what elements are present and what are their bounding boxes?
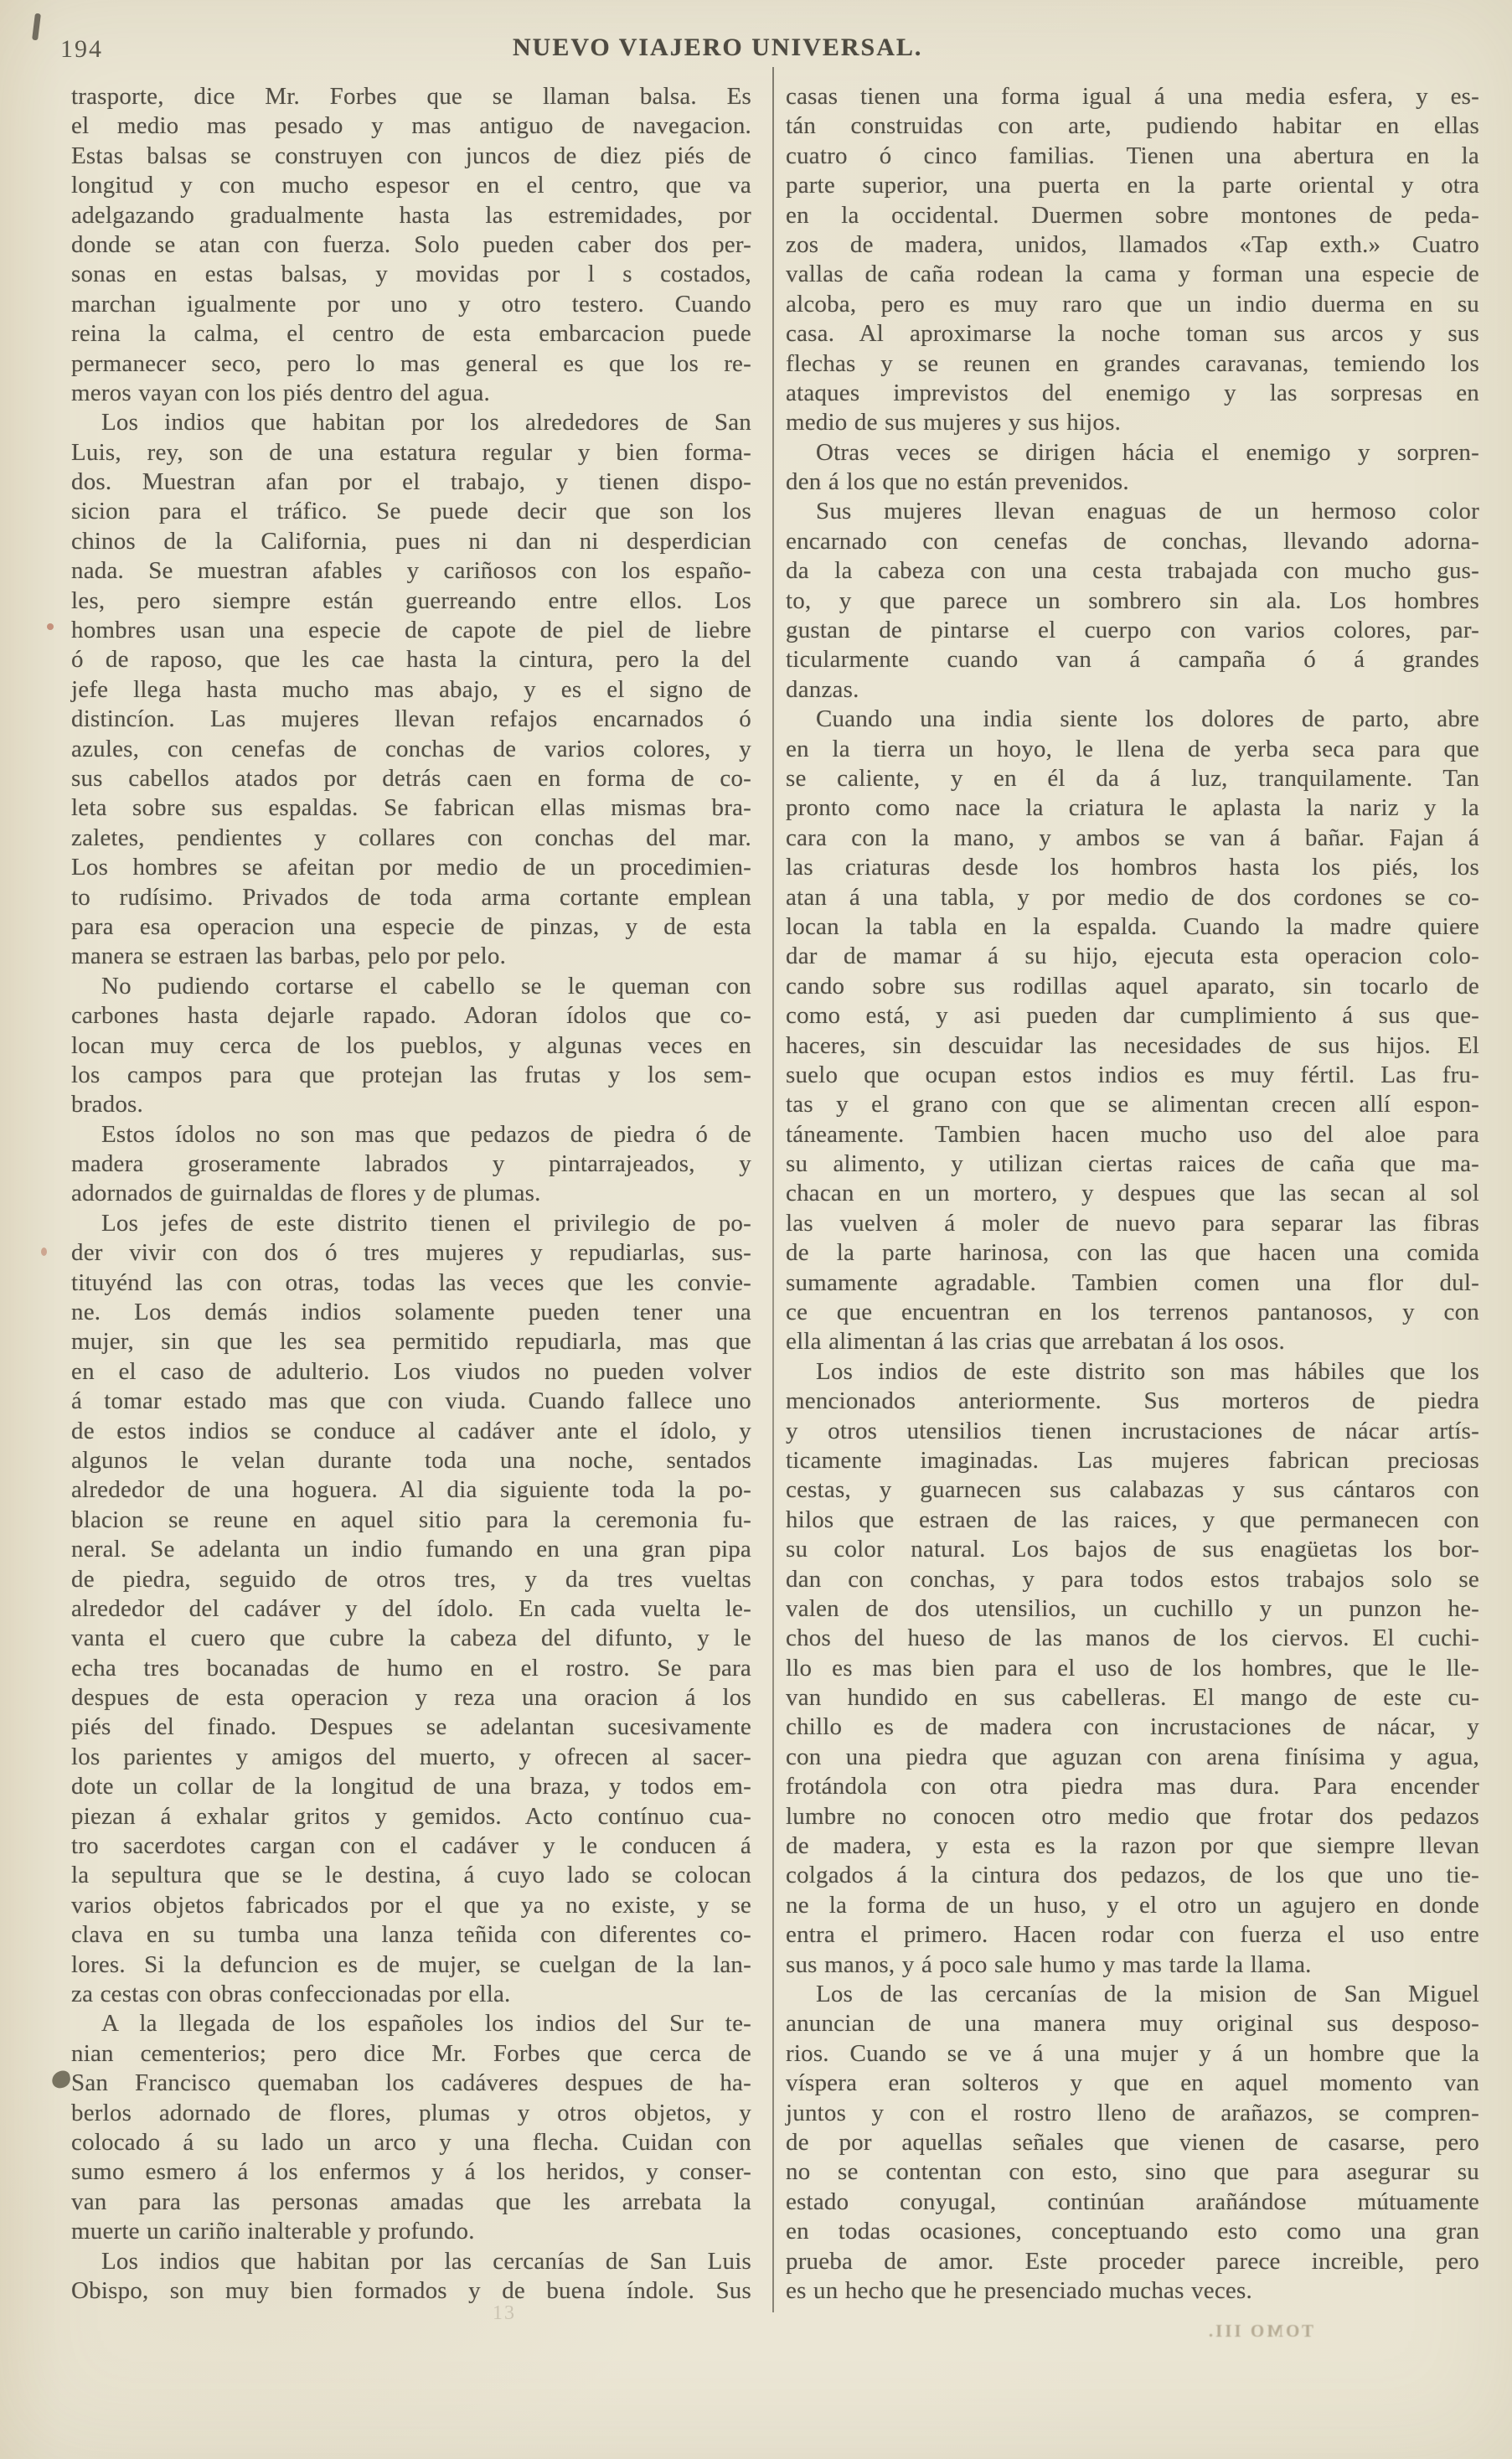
text-line: locan la tabla en la espalda. Cuando la madre quiere	[786, 912, 1479, 940]
text-line: ne la forma de un huso, y el otro un agujero en donde	[786, 1891, 1479, 1919]
text-line: entra el primero. Hacen rodar con fuerza el uso entre	[786, 1921, 1479, 1949]
text-column-right	[786, 82, 1479, 2306]
text-line: casa. Al aproximarse la noche toman sus arcos y sus	[786, 320, 1479, 348]
text-line: clava en su tumba una lanza teñida con diferentes co-	[71, 1921, 751, 1949]
text-line: colgados á la cintura dos pedazos, de los que uno tie-	[786, 1862, 1479, 1889]
text-line: za cestas con obras confeccionadas por ella.	[71, 1981, 511, 2007]
text-line: Los indios de este distrito son mas hábiles que los	[816, 1357, 1479, 1385]
text-line: marchan igualmente por uno y otro testero. Cuando	[71, 290, 751, 318]
text-line: alrededor del cadáver y del ídolo. En cada vuelta le-	[71, 1594, 751, 1622]
text-line: muerte un cariño inalterable y profundo.	[71, 2218, 475, 2245]
text-line: con una piedra que aguzan con arena finísima y agua,	[786, 1743, 1479, 1770]
text-line: ticamente imaginadas. Las mujeres fabrican preciosas	[786, 1446, 1479, 1474]
text-line: permanecer seco, pero lo mas general es que los re-	[71, 349, 751, 377]
text-line: sumamente agradable. Tambien comen una flor dul-	[786, 1268, 1479, 1296]
text-line: chacan en un mortero, y despues que las secan al sol	[786, 1180, 1479, 1207]
text-line: Obispo, son muy bien formados y de buena índole. Sus	[71, 2276, 751, 2304]
text-line: piés del finado. Despues se adelantan sucesivamente	[71, 1713, 751, 1741]
text-line: tas y el grano con que se alimentan crecen allí espon-	[786, 1091, 1479, 1118]
text-line: las criaturas desde los hombros hasta los piés, los	[786, 854, 1479, 881]
text-line: blacion se reune en aquel sitio para la ceremonia fu-	[71, 1506, 751, 1533]
text-line: No pudiendo cortarse el cabello se le queman con	[101, 972, 751, 1000]
text-line: ce que encuentran en los terrenos pantanosos, y con	[786, 1299, 1479, 1326]
text-line: leta sobre sus espaldas. Se fabrican ellas mismas bra-	[71, 794, 751, 822]
text-line: para esa operacion una especie de pinzas, y de esta	[71, 912, 751, 940]
text-line: Los jefes de este distrito tienen el privilegio de po-	[101, 1209, 751, 1237]
text-line: chos del hueso de las manos de los ciervos. El cuchi-	[786, 1625, 1479, 1652]
text-line: les, pero siempre están guerreando entre ellos. Los	[71, 586, 751, 614]
text-line: der vivir con dos ó tres mujeres y repudiarlas, sus-	[71, 1239, 751, 1267]
ink-speck	[47, 623, 54, 630]
text-line: den á los que no están prevenidos.	[786, 468, 1129, 496]
bleedthrough-text: TOMO III.	[1205, 2321, 1313, 2341]
text-line: carbones hasta dejarle rapado. Adoran ídolos que co-	[71, 1002, 751, 1030]
text-line: sus manos, y á poco sale humo y mas tarde la llama.	[786, 1950, 1312, 1978]
text-line: gustan de pintarse el cuerpo con varios colores, par-	[786, 617, 1479, 644]
text-line: lumbre no conocen otro medio que frotar dos pedazos	[786, 1802, 1479, 1830]
text-line: su color natural. Los bajos de sus enagüetas los bor-	[786, 1536, 1479, 1563]
text-line: Cuando una india siente los dolores de parto, abre	[816, 705, 1479, 733]
text-line: atan á una tabla, y por medio de dos cordones se co-	[786, 883, 1479, 911]
text-line: dan con conchas, y para todos estos trabajos solo se	[786, 1565, 1479, 1593]
text-line: distincíon. Las mujeres llevan refajos encarnados ó	[71, 705, 751, 733]
text-line: haceres, sin descuidar las necesidades de sus hijos. El	[786, 1031, 1479, 1059]
column-divider-rule	[772, 67, 774, 2312]
text-line: medio de sus mujeres y sus hijos.	[786, 409, 1122, 437]
signature-mark: 13	[493, 2302, 516, 2324]
text-line: vanta el cuero que cubre la cabeza del difunto, y le	[71, 1625, 751, 1652]
text-line: alcoba, pero es muy raro que un indio duerma en su	[786, 290, 1479, 318]
text-line: Los de las cercanías de la mision de San Miguel	[816, 1981, 1479, 2007]
text-line: danzas.	[786, 675, 859, 703]
text-line: zos de madera, unidos, llamados «Tap exth.» Cuatro	[786, 230, 1479, 258]
text-line: Estos ídolos no son mas que pedazos de piedra ó de	[101, 1120, 751, 1148]
text-line: y otros utensilios tienen incrustaciones de nácar artís-	[786, 1417, 1479, 1444]
text-line: despues de esta operacion y reza una oracion á los	[71, 1684, 751, 1712]
text-line: flechas y se reunen en grandes caravanas, temiendo los	[786, 349, 1479, 377]
page-header	[0, 34, 1512, 72]
text-line: en todas ocasiones, conceptuando esto como una gran	[786, 2218, 1479, 2245]
text-line: cuatro ó cinco familias. Tienen una abertura en la	[786, 142, 1479, 169]
text-line: brados.	[71, 1091, 143, 1118]
text-line: Luis, rey, son de una estatura regular y bien forma-	[71, 438, 751, 466]
text-line: Estas balsas se construyen con juncos de diez piés de	[71, 142, 751, 169]
text-line: locan muy cerca de los pueblos, y algunas veces en	[71, 1031, 751, 1059]
text-line: encarnado con cenefas de conchas, llevando adorna-	[786, 527, 1479, 555]
text-line: dote un collar de la longitud de una braza, y todos em-	[71, 1773, 751, 1800]
text-line: Sus mujeres llevan enaguas de un hermoso color	[816, 498, 1479, 525]
text-line: de madera, y esta es la razon por que siempre llevan	[786, 1832, 1479, 1860]
text-line: algunos le velan durante toda una noche, sentados	[71, 1446, 751, 1474]
text-line: el medio mas pesado y mas antiguo de navegacion.	[71, 112, 751, 140]
text-line: hombres usan una especie de capote de piel de liebre	[71, 617, 751, 644]
text-line: cando sobre sus rodillas aquel aparato, sin tocarlo de	[786, 972, 1479, 1000]
text-line: trasporte, dice Mr. Forbes que se llaman balsa. Es	[71, 83, 751, 110]
text-line: chinos de la California, pues ni dan ni desperdician	[71, 527, 751, 555]
text-line: Los hombres se afeitan por medio de un procedimien-	[71, 854, 751, 881]
text-line: meros vayan con los piés dentro del agua.	[71, 379, 491, 406]
text-line: anuncian de una manera muy original sus desposo-	[786, 2010, 1479, 2038]
text-line: suelo que ocupan estos indios es muy fértil. Las fru-	[786, 1061, 1479, 1088]
text-line: la sepultura que se le destina, á cuyo lado se colocan	[71, 1862, 751, 1889]
text-line: varios objetos fabricados por el que ya no existe, y se	[71, 1891, 751, 1919]
text-line: neral. Se adelanta un indio fumando en una gran pipa	[71, 1536, 751, 1563]
text-line: jefe llega hasta mucho mas abajo, y es el signo de	[71, 675, 751, 703]
text-line: sicion para el tráfico. Se puede decir que son los	[71, 498, 751, 525]
text-line: da la cabeza con una cesta trabajada con mucho gus-	[786, 557, 1479, 585]
text-line: Otras veces se dirigen hácia el enemigo y sorpren-	[816, 438, 1479, 466]
text-line: cestas, y guarnecen sus calabazas y sus cántaros con	[786, 1476, 1479, 1504]
text-line: se caliente, y en él da á luz, tranquilamente. Tan	[786, 764, 1479, 792]
text-line: en el caso de adulterio. Los viudos no pueden volver	[71, 1357, 751, 1385]
text-line: mencionados anteriormente. Sus morteros de piedra	[786, 1387, 1479, 1415]
text-line: tán construidas con arte, pudiendo habitar en ellas	[786, 112, 1479, 140]
text-line: los campos para que protejan las frutas y los sem-	[71, 1061, 751, 1088]
text-line: rios. Cuando se ve á una mujer y á un hombre que la	[786, 2039, 1479, 2067]
text-line: tro sacerdotes cargan con el cadáver y le conducen á	[71, 1832, 751, 1860]
text-line: sonas en estas balsas, y movidas por l s costados,	[71, 261, 751, 288]
text-line: nada. Se muestran afables y cariñosos con los españo-	[71, 557, 751, 585]
text-line: donde se atan con fuerza. Solo pueden caber dos per-	[71, 230, 751, 258]
text-line: Los indios que habitan por los alrededores de San	[101, 409, 751, 437]
text-line: madera groseramente labrados y pintarrajeados, y	[71, 1150, 751, 1178]
text-line: echa tres bocanadas de humo en el rostro. Se para	[71, 1654, 751, 1682]
text-line: San Francisco quemaban los cadáveres despues de ha-	[71, 2069, 751, 2097]
text-line: de estos indios se conduce al cadáver ante el ídolo, y	[71, 1417, 751, 1444]
text-line: adornados de guirnaldas de flores y de plumas.	[71, 1180, 541, 1207]
text-line: de por aquellas señales que vienen de casarse, pero	[786, 2128, 1479, 2156]
text-line: los parientes y amigos del muerto, y ofrecen al sacer-	[71, 1743, 751, 1770]
text-line: longitud y con mucho espesor en el centro, que va	[71, 172, 751, 199]
text-line: piezan á exhalar gritos y gemidos. Acto contínuo cua-	[71, 1802, 751, 1830]
text-line: á tomar estado mas que con viuda. Cuando fallece uno	[71, 1387, 751, 1415]
text-line: táneamente. Tambien hacen mucho uso del aloe para	[786, 1120, 1479, 1148]
text-line: juntos y con el rostro lleno de arañazos, se compren-	[786, 2099, 1479, 2126]
text-line: llo es mas bien para el uso de los hombres, que le lle-	[786, 1654, 1479, 1682]
text-line: frotándola con otra piedra mas dura. Para encender	[786, 1773, 1479, 1800]
text-line: chillo es de madera con incrustaciones de nácar, y	[786, 1713, 1479, 1741]
text-line: las vuelven á moler de nuevo para separar las fibras	[786, 1209, 1479, 1237]
ink-speck	[41, 1248, 47, 1256]
text-line: colocado á su lado un arco y una flecha. Cuidan con	[71, 2128, 751, 2156]
text-line: reina la calma, el centro de esta embarcacion puede	[71, 320, 751, 348]
text-line: casas tienen una forma igual á una media esfera, y es-	[786, 83, 1479, 110]
text-line: no se contentan con esto, sino que para asegurar su	[786, 2158, 1479, 2186]
text-line: pronto como nace la criatura le aplasta la nariz y la	[786, 794, 1479, 822]
text-line: valen de dos utensilios, un cuchillo y un punzon he-	[786, 1594, 1479, 1622]
text-line: parte superior, una puerta en la parte oriental y otra	[786, 172, 1479, 199]
text-line: estado conyugal, continúan arañándose mútuamente	[786, 2188, 1479, 2215]
text-line: ó de raposo, que les cae hasta la cintura, pero la del	[71, 646, 751, 674]
text-column-left	[71, 82, 751, 2306]
text-line: Los indios que habitan por las cercanías de San Luis	[101, 2247, 751, 2275]
text-line: su alimento, y utilizan ciertas raices de caña que ma-	[786, 1150, 1479, 1178]
text-line: tituyénd las con otras, todas las veces que les convie-	[71, 1268, 751, 1296]
text-line: alrededor de una hoguera. Al dia siguiente toda la po-	[71, 1476, 751, 1504]
text-line: de piedra, seguido de otros tres, y da tres vueltas	[71, 1565, 751, 1593]
text-line: ne. Los demás indios solamente pueden tener una	[71, 1299, 751, 1326]
text-line: es un hecho que he presenciado muchas veces.	[786, 2276, 1252, 2304]
text-line: to rudísimo. Privados de toda arma cortante emplean	[71, 883, 751, 911]
text-line: de la parte harinosa, con las que hacen una comida	[786, 1239, 1479, 1267]
running-title: NUEVO VIAJERO UNIVERSAL.	[513, 34, 923, 61]
text-line: sus cabellos atados por detrás caen en forma de co-	[71, 764, 751, 792]
text-line: en la occidental. Duermen sobre montones de peda-	[786, 201, 1479, 229]
text-line: en la tierra un hoyo, le llena de yerba seca para que	[786, 735, 1479, 762]
text-line: cara con la mano, y ambos se van á bañar. Fajan á	[786, 824, 1479, 851]
text-line: prueba de amor. Este proceder parece increible, pero	[786, 2247, 1479, 2275]
ink-blot-margin	[50, 2069, 72, 2090]
text-line: manera se estraen las barbas, pelo por pelo.	[71, 943, 507, 970]
text-line: lores. Si la defuncion es de mujer, se cuelgan de la lan-	[71, 1950, 751, 1978]
text-line: hilos que estraen de las raices, y que permanecen con	[786, 1506, 1479, 1533]
text-line: mujer, sin que les sea permitido repudiarla, mas que	[71, 1328, 751, 1356]
text-line: A la llegada de los españoles los indios del Sur te-	[101, 2010, 751, 2038]
text-line: ataques imprevistos del enemigo y las sorpresas en	[786, 379, 1479, 406]
text-line: ticularmente cuando van á campaña ó á grandes	[786, 646, 1479, 674]
text-line: vallas de caña rodean la cama y forman una especie de	[786, 261, 1479, 288]
text-line: como está, y asi pueden dar cumplimiento á sus que-	[786, 1002, 1479, 1030]
text-line: adelgazando gradualmente hasta las estremidades, por	[71, 201, 751, 229]
text-line: van para las personas amadas que les arrebata la	[71, 2188, 751, 2215]
text-line: dar de mamar á su hijo, ejecuta esta operacion colo-	[786, 943, 1479, 970]
text-line: van hundido en sus cabelleras. El mango de este cu-	[786, 1684, 1479, 1712]
text-line: berlos adornado de flores, plumas y otros objetos, y	[71, 2099, 751, 2126]
text-line: azules, con cenefas de conchas de varios colores, y	[71, 735, 751, 762]
text-line: dos. Muestran afan por el trabajo, y tienen dispo-	[71, 468, 751, 496]
text-line: sumo esmero á los enfermos y á los heridos, y conser-	[71, 2158, 751, 2186]
text-line: nian cementerios; pero dice Mr. Forbes que cerca de	[71, 2039, 751, 2067]
text-line: zaletes, pendientes y collares con conchas del mar.	[71, 824, 751, 851]
text-line: ella alimentan á las crias que arrebatan á los osos.	[786, 1328, 1285, 1356]
page-number: 194	[60, 35, 103, 63]
text-line: to, y que parece un sombrero sin ala. Los hombres	[786, 586, 1479, 614]
text-line: víspera eran solteros y que en aquel momento van	[786, 2069, 1479, 2097]
